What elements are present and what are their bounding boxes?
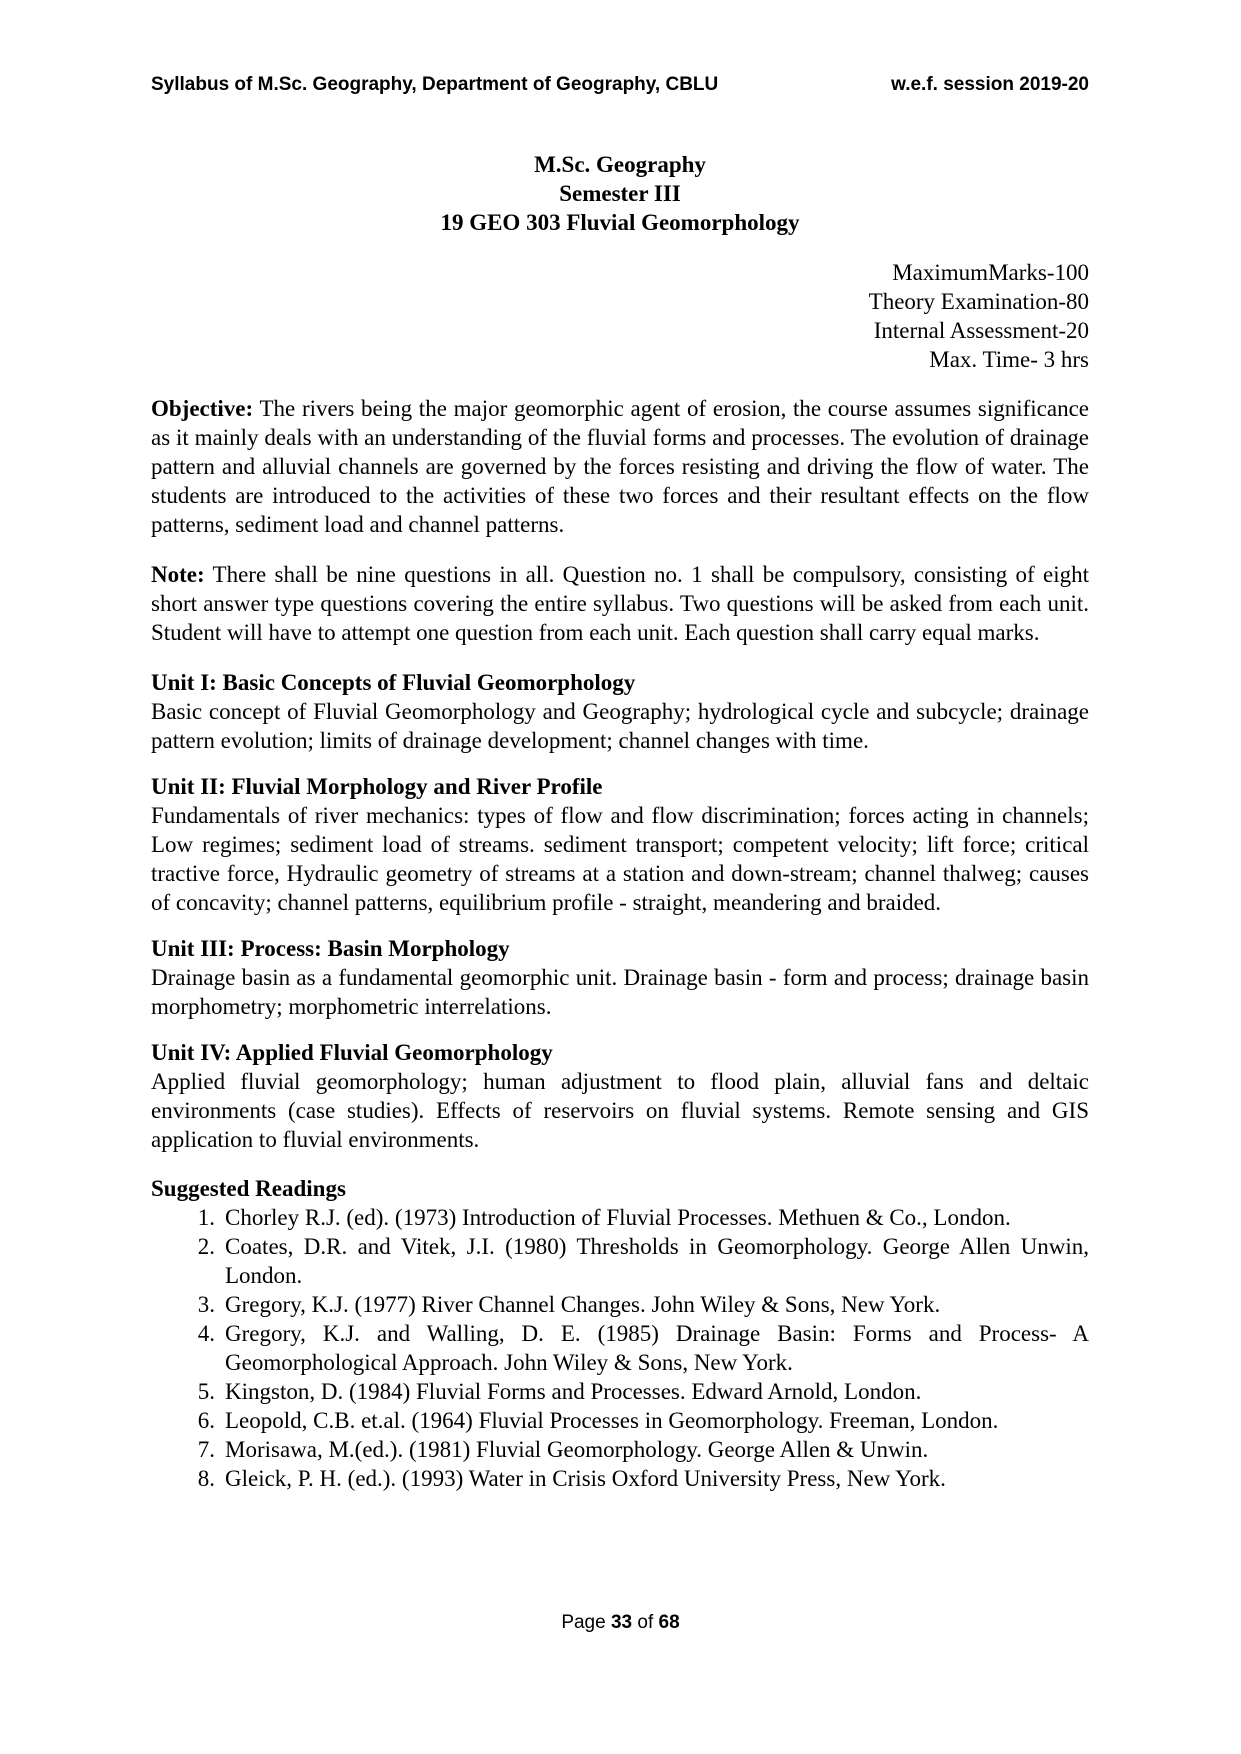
list-number: 2.	[197, 1234, 215, 1259]
page-number: 33	[610, 1612, 633, 1633]
header-session: w.e.f. session 2019-20	[891, 74, 1089, 95]
unit-text: Basic concept of Fluvial Geomorphology and Geography; hydrological cycle and subcycle; drainage pattern evolution; limits of drainage development; channel changes with time.	[151, 699, 1089, 753]
objective-paragraph	[151, 394, 1089, 539]
list-number: 1.	[197, 1205, 215, 1230]
page-footer	[0, 1612, 1241, 1634]
list-text: Gleick, P. H. (ed.). (1993) Water in Crisis Oxford University Press, New York.	[225, 1466, 946, 1491]
list-item	[151, 1406, 1089, 1435]
list-item	[151, 1232, 1089, 1290]
note-label: Note:	[151, 562, 205, 587]
objective-label: Objective:	[151, 396, 254, 421]
semester-title: Semester III	[559, 181, 681, 206]
list-number: 6.	[197, 1408, 215, 1433]
syllabus-body	[151, 394, 1089, 1493]
internal-marks: Internal Assessment-20	[873, 318, 1089, 343]
list-text: Gregory, K.J. (1977) River Channel Changes. John Wiley & Sons, New York.	[225, 1292, 941, 1317]
list-item	[151, 1203, 1089, 1232]
list-number: 4.	[197, 1321, 215, 1346]
list-item	[151, 1435, 1089, 1464]
list-item	[151, 1377, 1089, 1406]
page-total: 68	[658, 1612, 680, 1633]
unit-section	[151, 668, 1089, 755]
note-text: There shall be nine questions in all. Question no. 1 shall be compulsory, consisting of eight short answer type questions covering the entire syllabus. Two questions will be asked from each unit. Student will have to attempt one question from each unit. Each question shall carry equal marks.	[151, 562, 1089, 645]
list-text: Coates, D.R. and Vitek, J.I. (1980) Thresholds in Geomorphology. George Allen Unwin, London.	[225, 1234, 1089, 1288]
course-title: 19 GEO 303 Fluvial Geomorphology	[440, 210, 800, 235]
list-number: 7.	[197, 1437, 215, 1462]
of-label: of	[637, 1612, 654, 1633]
list-item	[151, 1464, 1089, 1493]
list-number: 3.	[197, 1292, 215, 1317]
unit-title: Unit II: Fluvial Morphology and River Profile	[151, 774, 603, 799]
unit-title: Unit IV: Applied Fluvial Geomorphology	[151, 1040, 553, 1065]
note-paragraph	[151, 560, 1089, 647]
unit-text: Drainage basin as a fundamental geomorphic unit. Drainage basin - form and process; drainage basin morphometry; morphometric interrelations.	[151, 965, 1089, 1019]
list-number: 5.	[197, 1379, 215, 1404]
unit-title: Unit I: Basic Concepts of Fluvial Geomorphology	[151, 670, 636, 695]
max-time: Max. Time- 3 hrs	[929, 347, 1089, 372]
list-text: Kingston, D. (1984) Fluvial Forms and Processes. Edward Arnold, London.	[225, 1379, 922, 1404]
objective-text: The rivers being the major geomorphic agent of erosion, the course assumes significance as it mainly deals with an understanding of the fluvial forms and processes. The evolution of drainage pattern and alluvial channels are governed by the forces resisting and driving the flow of water. The students are introduced to the activities of these two forces and their resultant effects on the flow patterns, sediment load and channel patterns.	[151, 396, 1090, 537]
list-text: Morisawa, M.(ed.). (1981) Fluvial Geomorphology. George Allen & Unwin.	[225, 1437, 929, 1462]
list-item	[151, 1319, 1089, 1377]
unit-title: Unit III: Process: Basin Morphology	[151, 936, 510, 961]
unit-section	[151, 934, 1089, 1021]
course-title-block	[151, 150, 1089, 237]
unit-section	[151, 772, 1089, 917]
max-marks: MaximumMarks-100	[892, 260, 1089, 285]
list-text: Leopold, C.B. et.al. (1964) Fluvial Processes in Geomorphology. Freeman, London.	[225, 1408, 999, 1433]
theory-marks: Theory Examination-80	[868, 289, 1089, 314]
marks-block	[869, 258, 1089, 374]
unit-text: Applied fluvial geomorphology; human adjustment to flood plain, alluvial fans and deltaic environments (case studies). Effects of reservoirs on fluvial systems. Remote sensing and GIS application to fluvial environments.	[151, 1069, 1089, 1152]
program-title: M.Sc. Geography	[534, 152, 706, 177]
running-header	[151, 74, 1089, 96]
list-text: Gregory, K.J. and Walling, D. E. (1985) Drainage Basin: Forms and Process- A Geomorphological Approach. John Wiley & Sons, New York.	[225, 1321, 1089, 1375]
unit-text: Fundamentals of river mechanics: types of flow and flow discrimination; forces acting in channels; Low regimes; sediment load of streams. sediment transport; competent velocity; lift force; critical tractive force, Hydraulic geometry of streams at a station and down-stream; channel thalweg; causes of concavity; channel patterns, equilibrium profile - straight, meandering and braided.	[151, 803, 1089, 915]
page-label: Page	[561, 1612, 606, 1633]
list-item	[151, 1290, 1089, 1319]
list-number: 8.	[197, 1466, 215, 1491]
readings-heading: Suggested Readings	[151, 1176, 346, 1201]
readings-list	[151, 1203, 1089, 1493]
list-text: Chorley R.J. (ed). (1973) Introduction of Fluvial Processes. Methuen & Co., London.	[225, 1205, 1011, 1230]
header-title: Syllabus of M.Sc. Geography, Department of Geography, CBLU	[151, 74, 719, 95]
unit-section	[151, 1038, 1089, 1154]
